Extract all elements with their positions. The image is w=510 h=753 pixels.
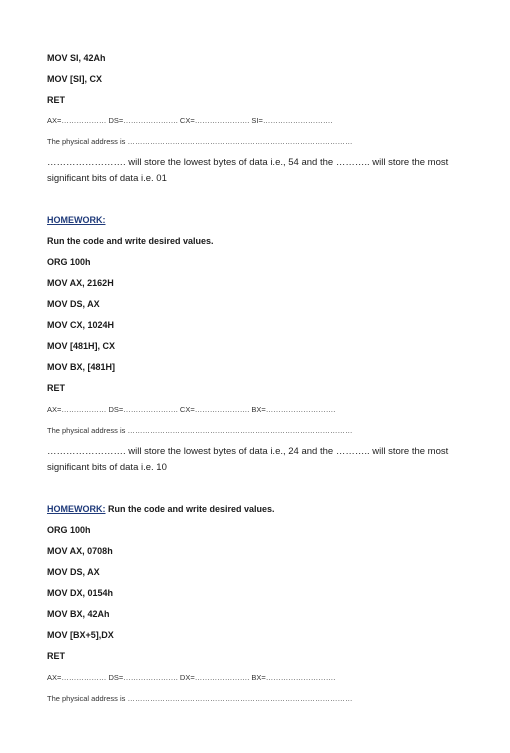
code-line: RET (47, 651, 65, 661)
physical-address-line: The physical address is ……………………………………………………………………………… (47, 694, 353, 703)
code-line: ORG 100h (47, 257, 91, 267)
register-blanks: AX=……………… DS=…………………. CX=…………………. SI=………………………. (47, 116, 333, 125)
register-blanks: AX=……………… DS=…………………. DX=…………………. BX=………………………. (47, 673, 336, 682)
code-line: RET (47, 383, 65, 393)
homework-heading: HOMEWORK: (47, 504, 106, 514)
code-line: MOV SI, 42Ah (47, 53, 106, 63)
store-line-continued: significant bits of data i.e. 10 (47, 462, 167, 473)
code-line: MOV BX, 42Ah (47, 609, 110, 619)
code-line: MOV DX, 0154h (47, 588, 114, 598)
code-line: MOV [481H], CX (47, 341, 116, 351)
store-line-continued: significant bits of data i.e. 01 (47, 173, 167, 184)
code-line: MOV BX, [481H] (47, 362, 116, 372)
homework-heading: HOMEWORK: (47, 215, 106, 225)
code-line: MOV DS, AX (47, 299, 100, 309)
register-blanks: AX=……………… DS=…………………. CX=…………………. BX=………………………. (47, 405, 336, 414)
code-line: RET (47, 95, 65, 105)
code-line: MOV [BX+5],DX (47, 630, 114, 640)
code-line: ORG 100h (47, 525, 91, 535)
code-line: MOV DS, AX (47, 567, 100, 577)
physical-address-line: The physical address is ……………………………………………………………………………… (47, 137, 353, 146)
code-line: MOV [SI], CX (47, 74, 103, 84)
physical-address-line: The physical address is ……………………………………………………………………………… (47, 426, 353, 435)
homework-header-line (47, 504, 275, 514)
code-line: MOV AX, 2162H (47, 278, 114, 288)
code-line: MOV AX, 0708h (47, 546, 113, 556)
instruction-text: Run the code and write desired values. (47, 236, 214, 246)
store-line: ……………………. will store the lowest bytes of data i.e., 54 and the ……….. will store the most (47, 157, 449, 168)
instruction-text: Run the code and write desired values. (105, 504, 275, 514)
code-line: MOV CX, 1024H (47, 320, 115, 330)
store-line: ……………………. will store the lowest bytes of data i.e., 24 and the ……….. will store the most (47, 446, 449, 457)
